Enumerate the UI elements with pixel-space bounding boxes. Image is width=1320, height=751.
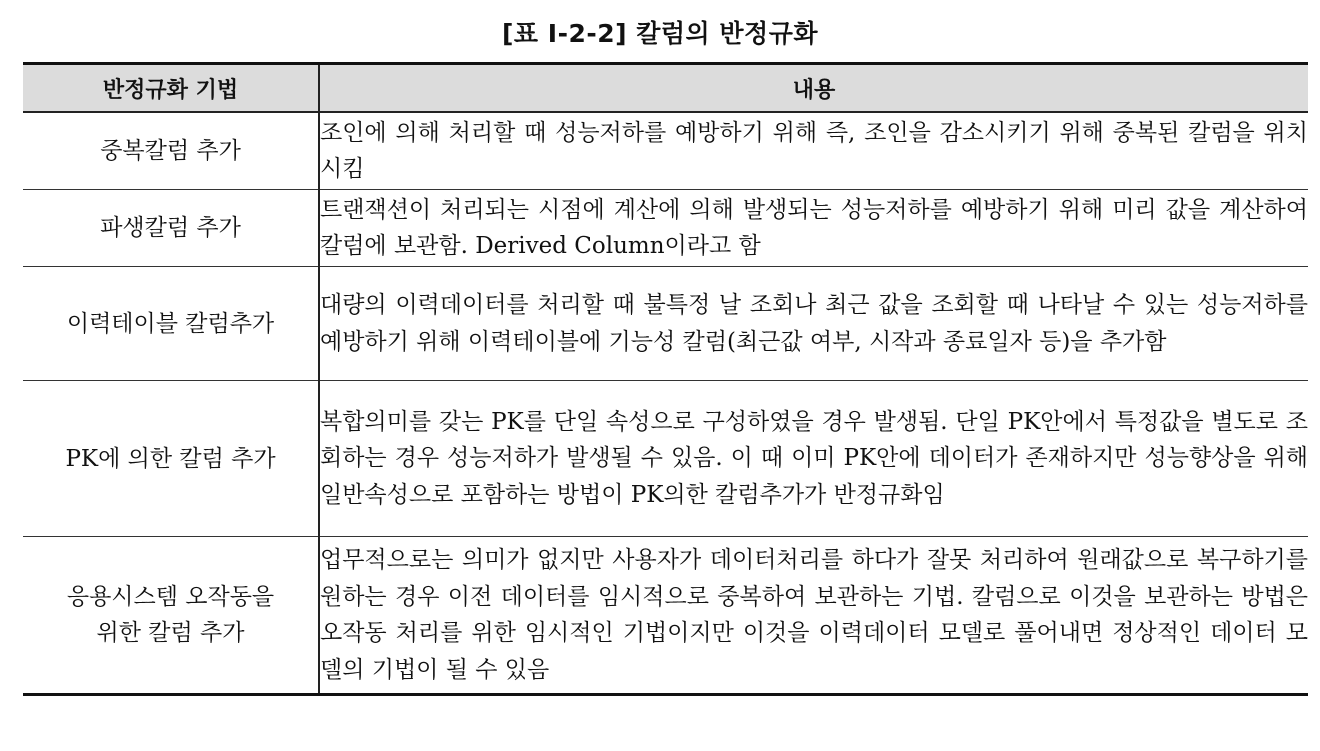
method-label: PK에 의한 칼럼 추가: [65, 445, 276, 472]
content-cell: 복합의미를 갖는 PK를 단일 속성으로 구성하였을 경우 발생됨. 단일 PK안에서 특정값을 별도로 조회하는 경우 성능저하가 발생될 수 있음. 이 때 이미 PK안에 데이터가 존재하지만 성능향상을 위해 일반속성으로 포함하는 방법이 PK의한 칼럼추가가 반정규화임: [319, 381, 1308, 537]
method-cell: [23, 112, 319, 190]
denormalization-table: [23, 62, 1308, 696]
table-row: [23, 267, 1308, 381]
method-cell: [23, 267, 319, 381]
method-label: 파생칼럼 추가: [100, 215, 241, 241]
content-cell: 업무적으로는 의미가 없지만 사용자가 데이터처리를 하다가 잘못 처리하여 원래값으로 복구하기를 원하는 경우 이전 데이터를 임시적으로 중복하여 보관하는 기법. 칼럼으로 이것을 보관하는 방법은 오작동 처리를 위한 임시적인 기법이지만 이것을 이력데이터 모델로 풀어내면 정상적인 데이터 모델의 기법이 될 수 있음: [319, 537, 1308, 695]
method-label: 중복칼럼 추가: [100, 138, 241, 164]
method-cell: [23, 381, 319, 537]
method-cell: [23, 537, 319, 695]
table-row: [23, 190, 1308, 267]
table-header-row: [23, 64, 1308, 113]
table-row: [23, 537, 1308, 695]
content-cell: 트랜잭션이 처리되는 시점에 계산에 의해 발생되는 성능저하를 예방하기 위해 미리 값을 계산하여 칼럼에 보관함. Derived Column이라고 함: [319, 190, 1308, 267]
header-method: 반정규화 기법: [23, 64, 319, 113]
table-row: [23, 381, 1308, 537]
method-label-line-2: 위한 칼럼 추가: [96, 620, 245, 646]
method-cell: [23, 190, 319, 267]
table-row: [23, 112, 1308, 190]
method-label: 이력테이블 칼럼추가: [66, 310, 275, 337]
content-cell: 대량의 이력데이터를 처리할 때 불특정 날 조회나 최근 값을 조회할 때 나타날 수 있는 성능저하를 예방하기 위해 이력테이블에 기능성 칼럼(최근값 여부, 시작과 종료일자 등)을 추가함: [319, 267, 1308, 381]
header-content: 내용: [319, 64, 1308, 113]
content-cell: 조인에 의해 처리할 때 성능저하를 예방하기 위해 즉, 조인을 감소시키기 위해 중복된 칼럼을 위치시킴: [319, 112, 1308, 190]
method-label-line-1: 응용시스템 오작동을: [66, 584, 275, 610]
table-caption: [표 Ⅰ-2-2] 칼럼의 반정규화: [501, 19, 818, 48]
